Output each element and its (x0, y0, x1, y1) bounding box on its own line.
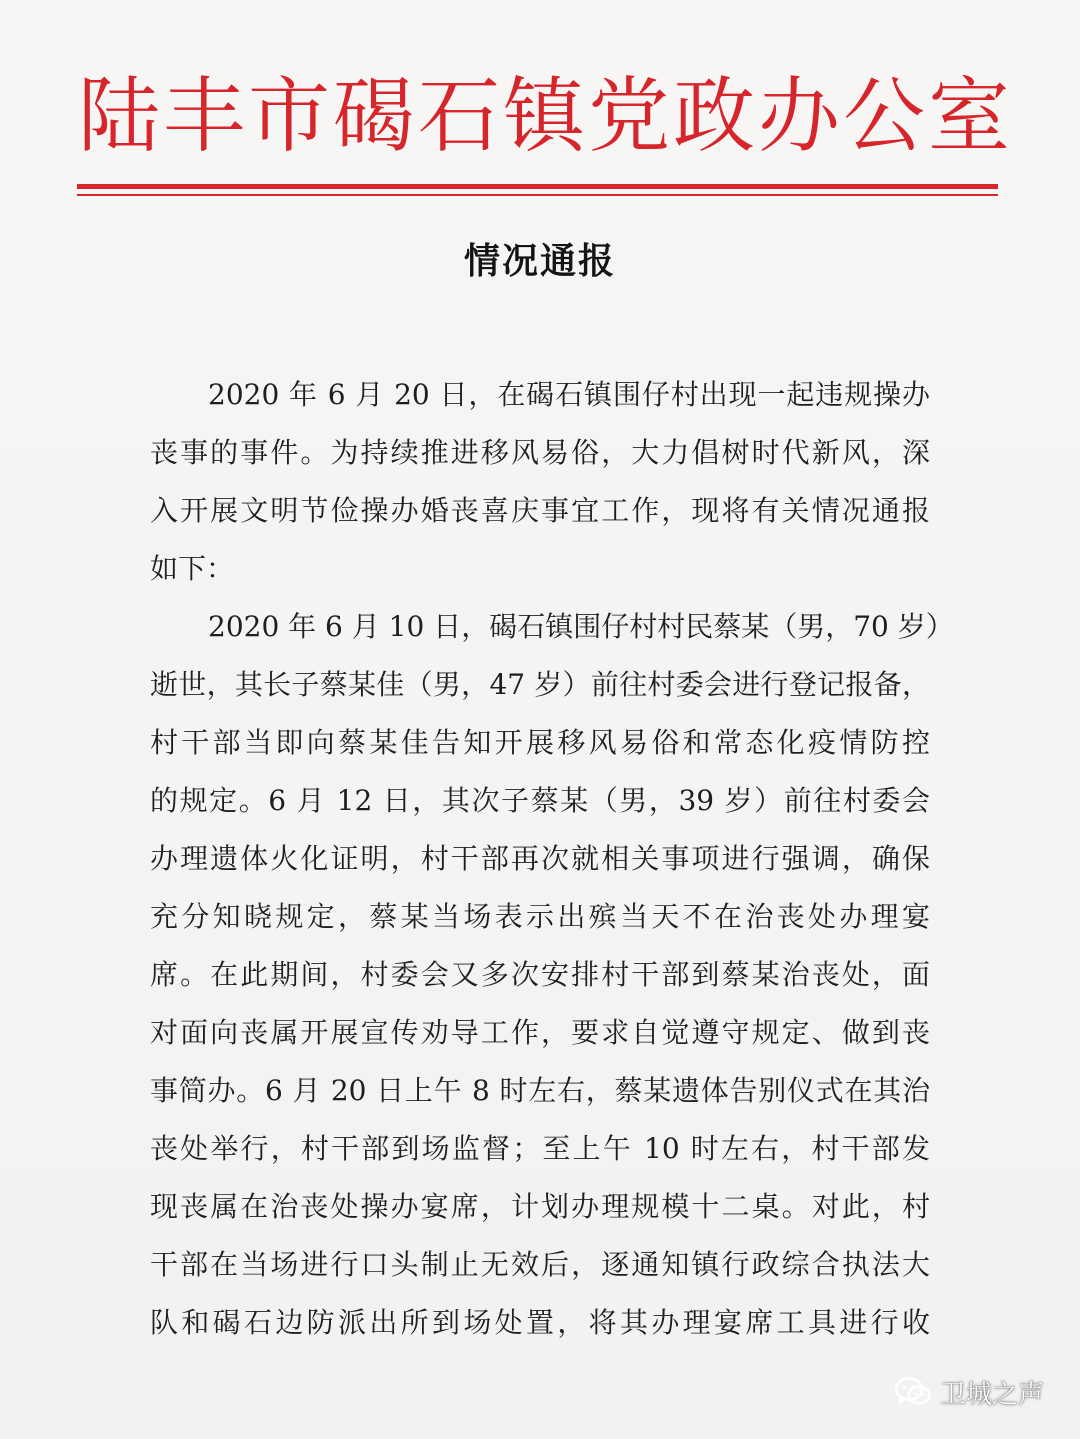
body-line: 的规定。6 月 12 日，其次子蔡某（男，39 岁）前往村委会 (150, 784, 930, 817)
letterhead-rule-thick (77, 184, 998, 189)
body-line: 办理遗体火化证明，村干部再次就相关事项进行强调，确保 (150, 842, 930, 875)
body-line: 丧处举行，村干部到场监督；至上午 10 时左右，村干部发 (150, 1132, 930, 1165)
body-line: 充分知晓规定，蔡某当场表示出殡当天不在治丧处办理宴 (150, 900, 930, 933)
watermark-label: 卫城之声 (940, 1379, 1045, 1410)
body-line: 干部在当场进行口头制止无效后，逐通知镇行政综合执法大 (150, 1248, 930, 1281)
body-line: 2020 年 6 月 20 日，在碣石镇围仔村出现一起违规操办 (208, 378, 930, 411)
body-line: 2020 年 6 月 10 日，碣石镇围仔村村民蔡某（男，70 岁） (208, 610, 954, 643)
body-line: 队和碣石边防派出所到场处置，将其办理宴席工具进行收 (150, 1306, 930, 1339)
body-line: 村干部当即向蔡某佳告知开展移风易俗和常态化疫情防控 (150, 726, 930, 759)
body-line: 事简办。6 月 20 日上午 8 时左右，蔡某遗体告别仪式在其治 (150, 1074, 930, 1107)
document-body (150, 366, 954, 1352)
body-line: 丧事的事件。为持续推进移风易俗，大力倡树时代新风，深 (150, 436, 930, 469)
body-line: 现丧属在治丧处操办宴席，计划办理规模十二桌。对此，村 (150, 1190, 930, 1223)
body-line: 对面向丧属开展宣传劝导工作，要求自觉遵守规定、做到丧 (150, 1016, 930, 1049)
body-line: 席。在此期间，村委会又多次安排村干部到蔡某治丧处，面 (150, 958, 930, 991)
body-line: 如下： (150, 552, 235, 585)
body-line: 逝世，其长子蔡某佳（男，47 岁）前往村委会进行登记报备， (150, 668, 930, 701)
account-watermark (894, 1372, 1044, 1412)
document-title: 情况通报 (463, 241, 616, 282)
letterhead-rule-thin (77, 194, 998, 196)
body-line: 入开展文明节俭操办婚丧喜庆事宜工作，现将有关情况通报 (150, 494, 930, 527)
wechat-icon (894, 1376, 932, 1408)
organization-letterhead: 陆丰市碣石镇党政办公室 (78, 69, 1014, 164)
